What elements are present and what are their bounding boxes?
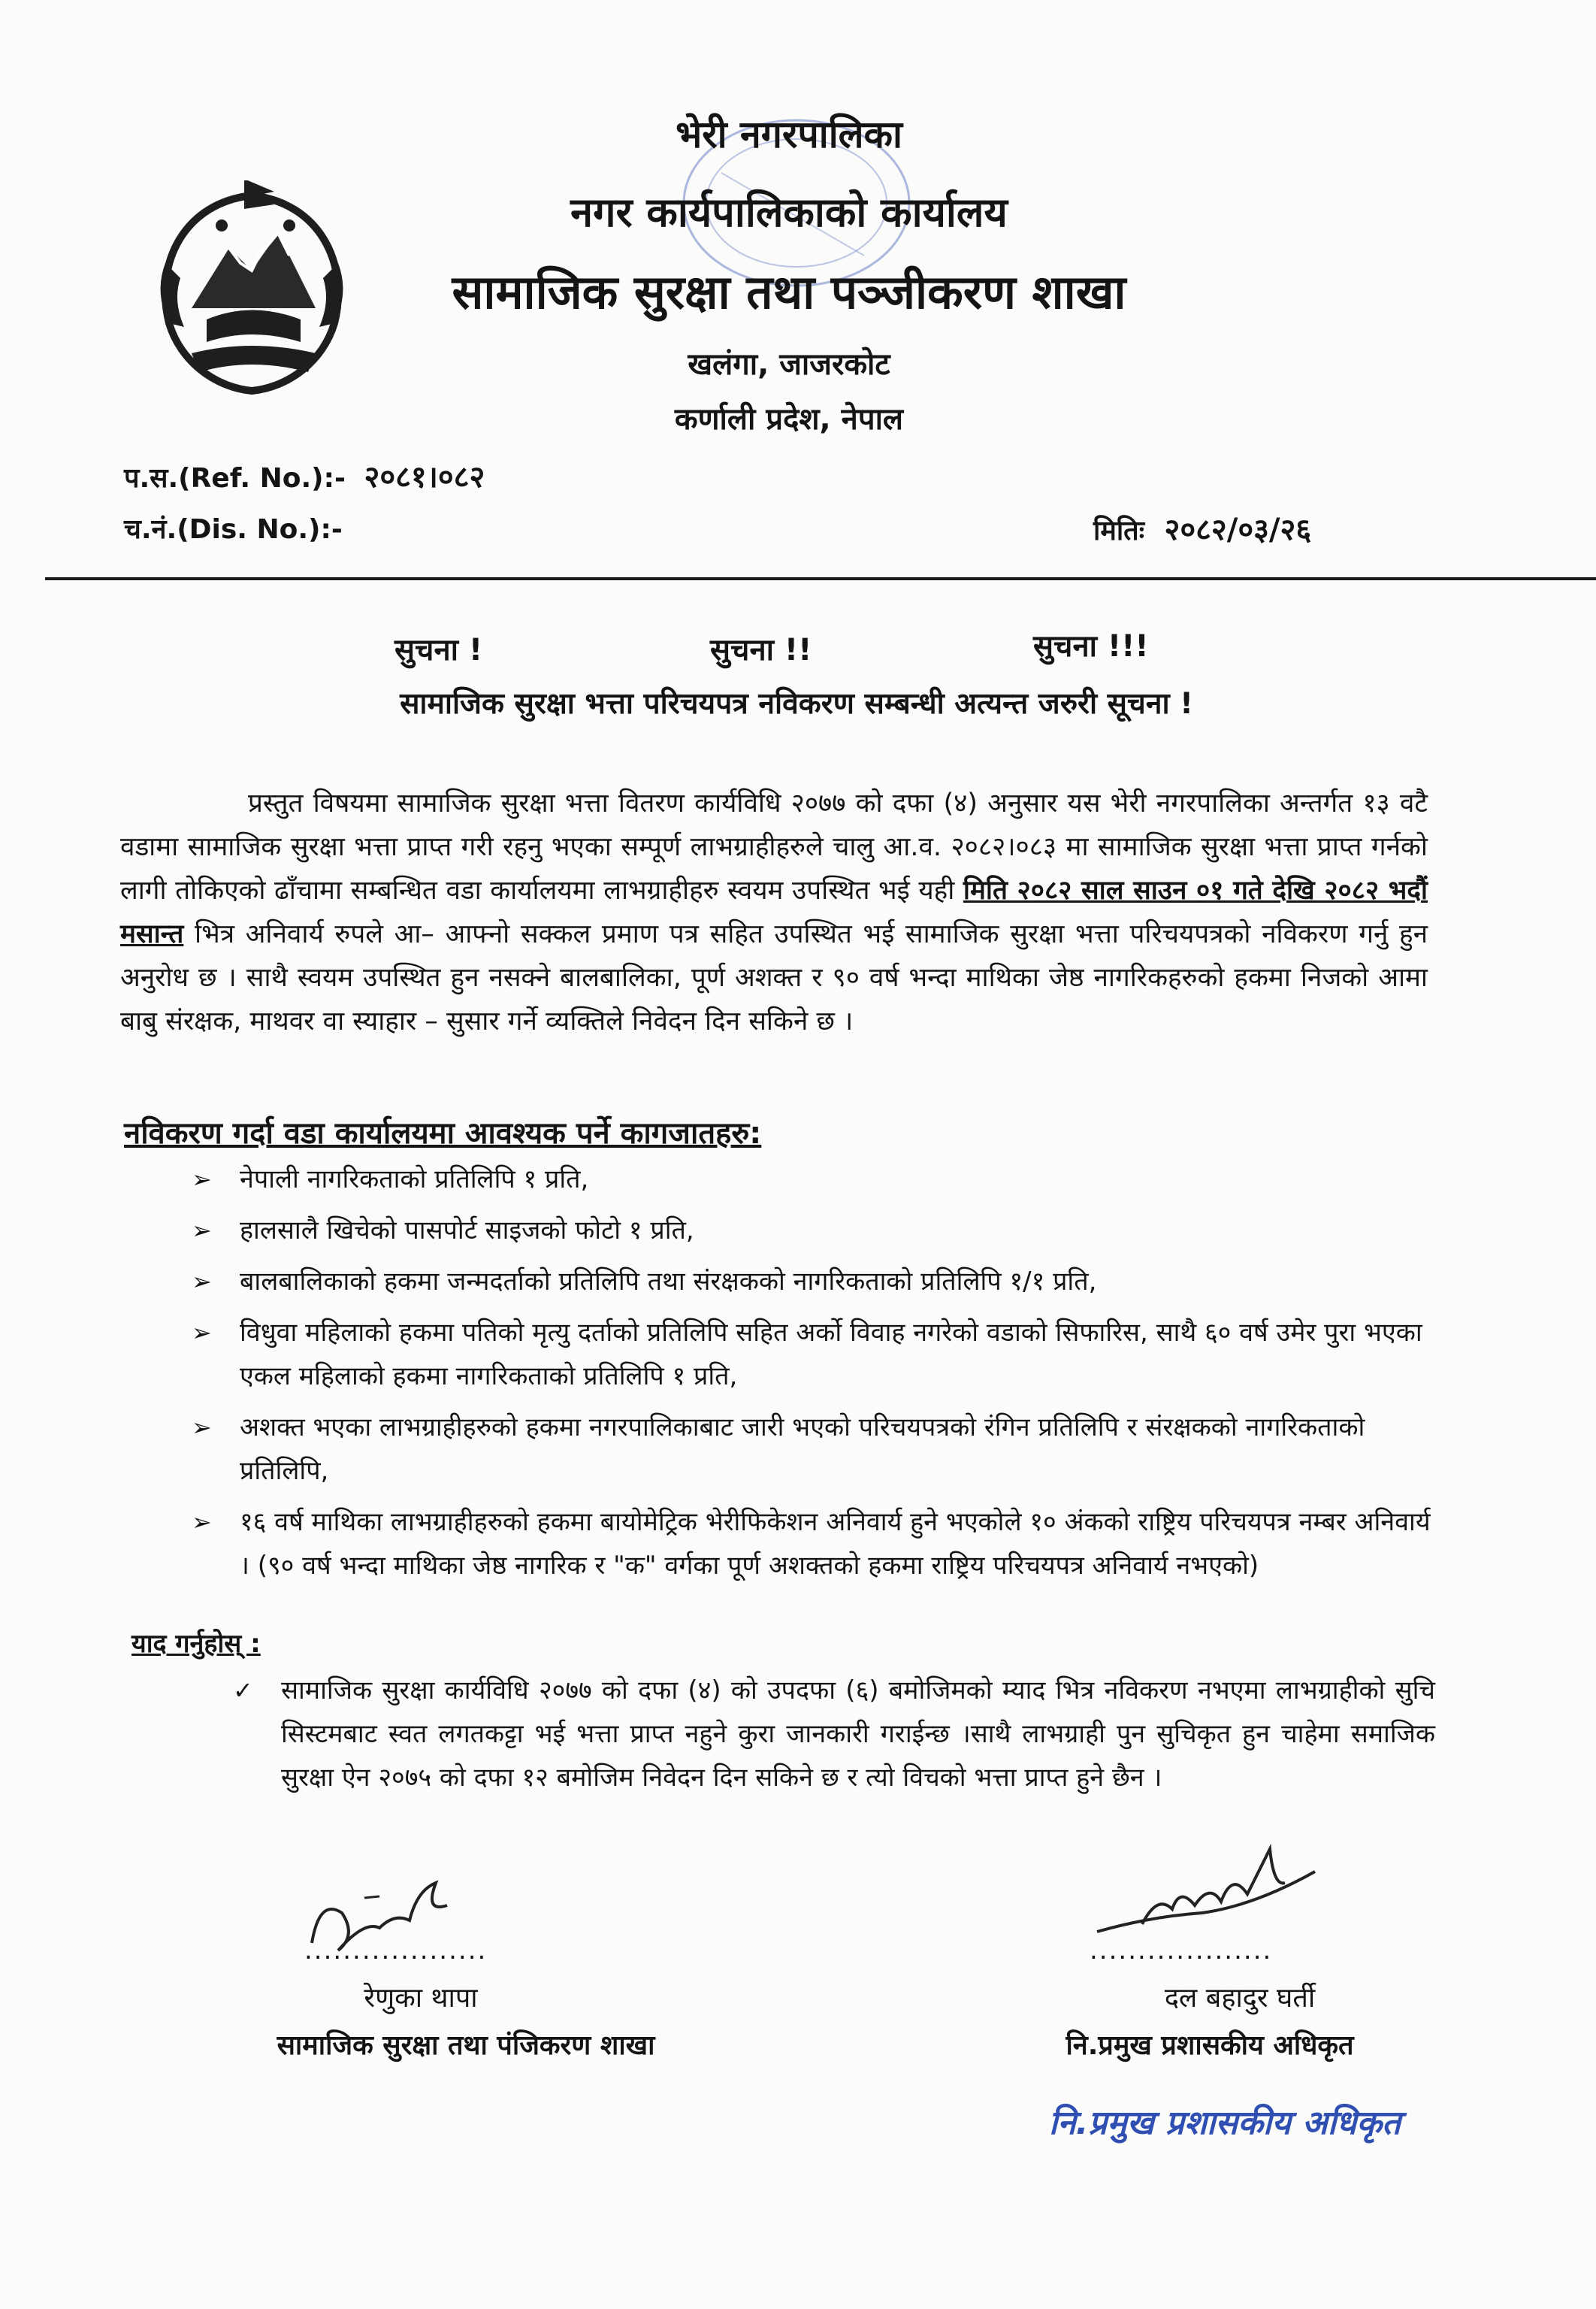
arrow-bullet-icon: ➢: [192, 1413, 212, 1442]
right-signatory-name: दल बहादुर घर्ती: [1164, 1983, 1316, 2014]
list-item: [192, 1500, 1431, 1587]
notice-3: सुचना !!!: [1033, 629, 1149, 664]
list-item: [192, 1209, 1431, 1252]
notice-2: सुचना !!: [710, 633, 812, 667]
municipality-name: भेरी नगरपालिका: [676, 113, 902, 156]
list-item-text: बालबालिकाको हकमा जन्मदर्ताको प्रतिलिपि तथा संरक्षकको नागरिकताको प्रतिलिपि १/१ प्रति,: [240, 1266, 1097, 1297]
address-line-2: कर्णाली प्रदेश, नेपाल: [674, 402, 904, 437]
body-text-1: प्रस्तुत विषयमा सामाजिक सुरक्षा भत्ता वितरण कार्यविधि २०७७ को दफा (४) अनुसार यस भेरी नगरपालिका अन्तर्गत १३ वटै वडामा सामाजिक सुरक्षा भत्ता प्राप्त गरी रहनु भएका सम्पूर्ण लाभग्राहीहरुले चालु आ.व. २०८२।०८३ मा सामाजिक सुरक्षा भत्ता प्राप्त गर्नको लागी तोकिएको ढाँचामा सम्बन्धित वडा कार्यालयमा लाभग्राहीहरु स्वयम उपस्थित भई यही: [120, 788, 1428, 906]
ref-label: प.स.(Ref. No.):-: [124, 463, 346, 494]
left-signatory-role: सामाजिक सुरक्षा तथा पंजिकरण शाखा: [277, 2030, 655, 2061]
body-date-range: मिति २०८२ साल साउन ०१ गते देखि २०८२ भदौं मसान्त: [120, 876, 1428, 949]
reminder-title: याद गर्नुहोस् :: [131, 1629, 261, 1659]
signature-line-right: ...................: [1090, 1935, 1273, 1966]
date: [1093, 507, 1311, 549]
date-value: २०८२/०३/२६: [1164, 513, 1312, 547]
arrow-bullet-icon: ➢: [192, 1216, 212, 1245]
list-item: [192, 1260, 1431, 1303]
list-item: [192, 1406, 1431, 1493]
arrow-bullet-icon: ➢: [192, 1508, 212, 1536]
dispatch-number: च.नं.(Dis. No.):-: [124, 514, 343, 545]
body-paragraph: [120, 782, 1428, 1043]
arrow-bullet-icon: ➢: [192, 1165, 212, 1194]
reminder-item: [233, 1669, 1435, 1799]
list-item-text: १६ वर्ष माथिका लाभग्राहीहरुको हकमा बायोमेट्रिक भेरीफिकेशन अनिवार्य हुने भएकोले १० अंकको राष्ट्रिय परिचयपत्र नम्बर अनिवार्य । (९० वर्ष भन्दा माथिका जेष्ठ नागरिक र "क" वर्गका पूर्ण अशक्तको हकमा राष्ट्रिय परिचयपत्र अनिवार्य नभएको): [240, 1507, 1431, 1581]
left-signatory-name: रेणुका थापा: [364, 1983, 478, 2014]
header-divider: [45, 577, 1596, 580]
notice-1: सुचना !: [394, 633, 483, 667]
ref-value: २०८१।०८२: [364, 460, 485, 495]
arrow-bullet-icon: ➢: [192, 1267, 212, 1296]
arrow-bullet-icon: ➢: [192, 1318, 212, 1347]
signature-line-left: ...................: [304, 1935, 488, 1966]
list-item: [192, 1311, 1431, 1398]
reminder-text: सामाजिक सुरक्षा कार्यविधि २०७७ को दफा (४) को उपदफा (६) बमोजिमको म्याद भित्र नविकरण नभएमा लाभग्राहीको सुचि सिस्टमबाट स्वत लगतकट्टा भई भत्ता प्राप्त नहुने कुरा जानकारी गराईन्छ ।साथै लाभग्राही पुन सुचिकृत हुन चाहेमा समाजिक सुरक्षा ऐन २०७५ को दफा १२ बमोजिम निवेदन दिन सकिने छ र त्यो विचको भत्ता प्राप्त हुने छैन ।: [281, 1675, 1435, 1793]
list-item: [192, 1158, 1431, 1201]
office-name: नगर कार्यपालिकाको कार्यालय: [570, 189, 1008, 236]
date-label: मितिः: [1093, 516, 1144, 546]
designation-stamp: नि.प्रमुख प्रशासकीय अधिकृत: [1048, 2104, 1401, 2142]
list-item-text: अशक्त भएका लाभग्राहीहरुको हकमा नगरपालिकाबाट जारी भएको परिचयपत्रको रंगिन प्रतिलिपि र संरक्षकको नागरिकताको प्रतिलिपि,: [240, 1412, 1365, 1486]
nepal-emblem: [139, 180, 364, 406]
documents-title: नविकरण गर्दा वडा कार्यालयमा आवश्यक पर्ने कागजातहरु:: [124, 1116, 762, 1151]
ref-number: [124, 455, 485, 496]
subject-line: सामाजिक सुरक्षा भत्ता परिचयपत्र नविकरण सम्बन्धी अत्यन्त जरुरी सूचना !: [400, 687, 1193, 721]
list-item-text: हालसालै खिचेको पासपोर्ट साइजको फोटो १ प्रति,: [240, 1215, 694, 1245]
section-name: सामाजिक सुरक्षा तथा पञ्जीकरण शाखा: [452, 265, 1126, 319]
documents-list: [192, 1158, 1431, 1587]
check-icon: ✓: [233, 1676, 253, 1705]
list-item-text: नेपाली नागरिकताको प्रतिलिपि १ प्रति,: [240, 1164, 589, 1194]
address-line-1: खलंगा, जाजरकोट: [688, 347, 890, 382]
body-text-2: भित्र अनिवार्य रुपले आ– आफ्नो सक्कल प्रमाण पत्र सहित उपस्थित भई सामाजिक सुरक्षा भत्ता परिचयपत्रको नविकरण गर्नु हुन अनुरोध छ । साथै स्वयम उपस्थित हुन नसक्ने बालबालिका, पूर्ण अशक्त र ९० वर्ष भन्दा माथिका जेष्ठ नागरिकहरुको हकमा निजको आमा बाबु संरक्षक, माथवर वा स्याहार – सुसार गर्ने व्यक्तिले निवेदन दिन सकिने छ ।: [120, 919, 1428, 1036]
right-signatory-role: नि.प्रमुख प्रशासकीय अधिकृत: [1066, 2030, 1354, 2061]
list-item-text: विधुवा महिलाको हकमा पतिको मृत्यु दर्ताको प्रतिलिपि सहित अर्को विवाह नगरेको वडाको सिफारिस, साथै ६० वर्ष उमेर पुरा भएका एकल महिलाको हकमा नागरिकताको प्रतिलिपि १ प्रति,: [240, 1318, 1422, 1391]
